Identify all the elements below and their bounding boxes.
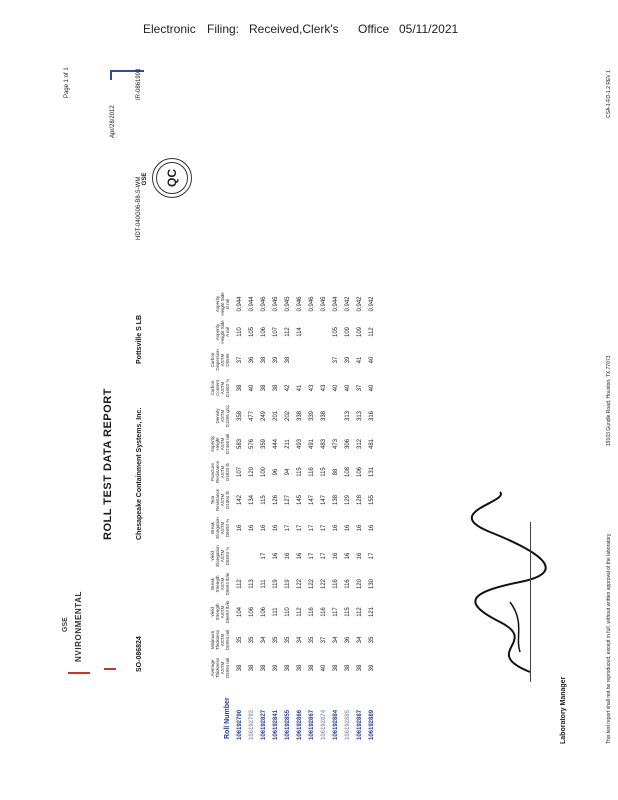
table-header-row bbox=[170, 290, 234, 740]
table-cell: 202 bbox=[285, 411, 291, 422]
table-cell: 109 bbox=[357, 327, 363, 338]
table-cell: 122 bbox=[321, 579, 327, 590]
table-cell: 115 bbox=[261, 495, 267, 505]
table-cell: 0.946 bbox=[309, 296, 315, 312]
table-cell: 40 bbox=[369, 384, 375, 392]
table-cell: 126 bbox=[273, 495, 279, 506]
table-cell: 122 bbox=[309, 579, 315, 590]
report-title: ROLL TEST DATA REPORT bbox=[102, 388, 114, 540]
table-cell: 38 bbox=[297, 664, 303, 672]
table-cell: 38 bbox=[285, 356, 291, 364]
table-cell: 338 bbox=[297, 411, 303, 422]
table-cell: 107 bbox=[237, 467, 243, 478]
column-header: Asperity Height ASTM D7466 mil bbox=[210, 433, 230, 455]
table-row bbox=[366, 290, 378, 740]
table-cell: 38 bbox=[333, 664, 339, 672]
table-cell: 94 bbox=[285, 468, 291, 476]
table-cell: 40 bbox=[369, 356, 375, 364]
location: Pottsville S LB bbox=[136, 314, 143, 364]
table-cell: 17 bbox=[321, 524, 327, 532]
table-cell: 477 bbox=[249, 411, 255, 422]
table-cell: 116 bbox=[309, 607, 315, 617]
table-cell: 38 bbox=[237, 664, 243, 672]
table-cell: 106 bbox=[357, 467, 363, 478]
roll-number-cell: 106192885 bbox=[345, 709, 351, 740]
table-cell: 444 bbox=[273, 439, 279, 450]
table-cell: 0.944 bbox=[249, 296, 255, 312]
table-cell: 38 bbox=[285, 664, 291, 672]
roll-number-cell: 106192887 bbox=[357, 709, 363, 740]
signature-mark bbox=[460, 482, 550, 682]
table-cell: 117 bbox=[333, 607, 339, 617]
reproduction-note: This test report shall not be reproduced, except in full, without written approval of the laboratory bbox=[606, 533, 612, 744]
customer-name: Chesapeake Containment Systems, Inc. bbox=[136, 407, 143, 540]
page-label: Page 1 of 1 bbox=[64, 67, 70, 98]
product-code: HDT-040G06-B8-S-WM bbox=[136, 176, 142, 240]
roll-test-table bbox=[170, 290, 378, 740]
table-cell: 41 bbox=[297, 384, 303, 392]
table-cell: 129 bbox=[345, 495, 351, 506]
roll-number-cell: 106192855 bbox=[285, 709, 291, 740]
table-cell: 104 bbox=[237, 607, 243, 618]
table-cell: 106 bbox=[261, 607, 267, 618]
table-cell: 112 bbox=[357, 607, 363, 617]
table-cell: 37 bbox=[333, 356, 339, 364]
table-cell: 201 bbox=[273, 411, 279, 422]
table-row bbox=[342, 290, 354, 740]
table-cell: 0.942 bbox=[357, 296, 363, 312]
table-cell: 0.944 bbox=[333, 296, 339, 312]
table-cell: 38 bbox=[345, 664, 351, 672]
table-cell: 43 bbox=[321, 384, 327, 392]
table-cell: 16 bbox=[273, 552, 279, 560]
table-cell: 119 bbox=[285, 579, 291, 589]
table-cell: 120 bbox=[357, 579, 363, 590]
table-cell: 338 bbox=[321, 411, 327, 422]
table-cell: 127 bbox=[285, 495, 291, 506]
table-cell: 40 bbox=[249, 384, 255, 392]
table-cell: 17 bbox=[369, 552, 375, 560]
red-mark bbox=[104, 668, 116, 670]
table-cell: 491 bbox=[309, 439, 315, 450]
column-header: Yield Strength ASTM D6693 lb/in bbox=[210, 600, 230, 624]
table-cell: 16 bbox=[261, 524, 267, 532]
table-cell bbox=[234, 542, 246, 570]
roll-number-cell: 106192841 bbox=[273, 709, 279, 740]
table-cell: 115 bbox=[297, 467, 303, 477]
table-cell bbox=[306, 318, 318, 346]
table-cell: 130 bbox=[369, 579, 375, 590]
column-header: Yield Elongation ASTM D6693 % bbox=[210, 545, 230, 567]
table-cell: 115 bbox=[321, 467, 327, 477]
table-cell: 110 bbox=[237, 327, 243, 337]
roll-number-cell: 106192792 bbox=[249, 709, 255, 740]
table-cell: 36 bbox=[249, 356, 255, 364]
table-row bbox=[258, 290, 270, 740]
table-cell: 106 bbox=[249, 607, 255, 618]
table-cell: 306 bbox=[345, 439, 351, 450]
table-cell: 35 bbox=[309, 636, 315, 644]
table-cell: 0.942 bbox=[369, 296, 375, 312]
table-cell bbox=[306, 346, 318, 374]
table-cell: 313 bbox=[357, 411, 363, 422]
table-cell: 576 bbox=[249, 439, 255, 450]
table-row bbox=[246, 290, 258, 740]
column-header: Asperity Height Side A mil bbox=[215, 320, 230, 344]
table-cell bbox=[294, 346, 306, 374]
table-cell: 34 bbox=[333, 636, 339, 644]
lab-manager-label: Laboratory Manager bbox=[560, 676, 567, 744]
table-cell: 0.944 bbox=[237, 296, 243, 312]
filing-word-received: Received,Clerk's bbox=[249, 22, 339, 36]
table-cell: 147 bbox=[309, 495, 315, 506]
table-cell: 131 bbox=[369, 467, 375, 478]
table-cell: 0.945 bbox=[273, 296, 279, 312]
table-cell: 40 bbox=[333, 384, 339, 392]
table-cell: 41 bbox=[357, 356, 363, 364]
table-cell: 37 bbox=[237, 356, 243, 364]
filing-date: 05/11/2021 bbox=[399, 22, 459, 36]
table-row bbox=[354, 290, 366, 740]
table-cell: 116 bbox=[345, 579, 351, 589]
roll-number-cell: 106192866 bbox=[297, 709, 303, 740]
table-cell: 37 bbox=[321, 636, 327, 644]
table-cell: 583 bbox=[237, 439, 243, 450]
column-header: Density ASTM D1505 g/cc bbox=[215, 404, 230, 428]
table-cell bbox=[318, 318, 330, 346]
table-cell: 16 bbox=[333, 524, 339, 532]
column-header: Minimum Thickness ASTM D5994 mil bbox=[210, 629, 230, 651]
table-cell: 155 bbox=[369, 495, 375, 506]
form-code: CSA-1-FO-1.2 REV 1 bbox=[606, 70, 612, 118]
table-row bbox=[330, 290, 342, 740]
table-cell: 483 bbox=[321, 439, 327, 450]
table-cell: 40 bbox=[321, 664, 327, 672]
table-row bbox=[270, 290, 282, 740]
table-cell: 35 bbox=[249, 636, 255, 644]
table-cell: 121 bbox=[369, 607, 375, 618]
table-cell: 110 bbox=[285, 607, 291, 617]
table-cell: 34 bbox=[357, 636, 363, 644]
column-header: Tear Resistance ASTM D1004 lb bbox=[210, 488, 230, 512]
table-cell: 316 bbox=[369, 411, 375, 422]
qc-stamp-top-text: GSE bbox=[142, 172, 148, 186]
table-cell: 35 bbox=[285, 636, 291, 644]
roll-number-cell: 106192874 bbox=[321, 709, 327, 740]
table-cell: 109 bbox=[345, 327, 351, 338]
column-header: Average Thickness ASTM D5994 mil bbox=[210, 657, 230, 679]
table-cell: 106 bbox=[261, 327, 267, 338]
table-cell: 39 bbox=[345, 356, 351, 364]
table-cell: 35 bbox=[369, 636, 375, 644]
table-cell: 35 bbox=[237, 636, 243, 644]
table-cell: 16 bbox=[297, 552, 303, 560]
table-cell: 493 bbox=[297, 439, 303, 450]
table-cell: 0.946 bbox=[297, 296, 303, 312]
table-cell: 35 bbox=[273, 636, 279, 644]
table-cell: 40 bbox=[345, 384, 351, 392]
table-cell: 0.945 bbox=[321, 296, 327, 312]
table-row bbox=[306, 290, 318, 740]
table-cell: 112 bbox=[237, 579, 243, 589]
table-cell: 38 bbox=[261, 356, 267, 364]
table-cell: 114 bbox=[297, 327, 303, 337]
column-header: Carbon Dispersion ASTM D5596 bbox=[210, 349, 230, 371]
table-cell: 116 bbox=[321, 607, 327, 617]
table-cell: 38 bbox=[237, 384, 243, 392]
table-cell: 16 bbox=[345, 524, 351, 532]
table-cell bbox=[330, 402, 342, 430]
table-cell: 38 bbox=[273, 384, 279, 392]
filing-word-electronic: Electronic bbox=[143, 22, 196, 36]
table-cell: 17 bbox=[309, 524, 315, 532]
table-cell: 138 bbox=[333, 495, 339, 506]
table-cell: 38 bbox=[249, 664, 255, 672]
table-cell: 16 bbox=[357, 524, 363, 532]
table-cell: 134 bbox=[249, 495, 255, 506]
table-cell: 16 bbox=[285, 552, 291, 560]
table-cell: 0.942 bbox=[345, 296, 351, 312]
table-cell: 116 bbox=[309, 467, 315, 477]
table-cell: 313 bbox=[345, 411, 351, 422]
qc-stamp bbox=[152, 158, 192, 198]
table-cell: 39 bbox=[273, 664, 279, 672]
table-cell: 38 bbox=[357, 664, 363, 672]
table-cell: 122 bbox=[297, 579, 303, 590]
roll-number-cell: 106192790 bbox=[237, 709, 243, 740]
table-cell bbox=[318, 346, 330, 374]
table-cell: 100 bbox=[261, 467, 267, 478]
lot-number: IR-0861993 bbox=[136, 68, 142, 100]
table-cell: 38 bbox=[261, 664, 267, 672]
table-cell: 112 bbox=[369, 327, 375, 337]
table-cell: 142 bbox=[237, 495, 243, 506]
table-cell: 36 bbox=[345, 636, 351, 644]
table-cell: 38 bbox=[309, 664, 315, 672]
table-cell: 17 bbox=[285, 524, 291, 532]
table-cell: 39 bbox=[369, 664, 375, 672]
table-row bbox=[234, 290, 246, 740]
brand-prefix: GSE bbox=[62, 617, 69, 632]
table-cell: 119 bbox=[273, 579, 279, 589]
table-cell: 111 bbox=[273, 607, 279, 617]
table-cell: 145 bbox=[297, 495, 303, 506]
table-cell: 116 bbox=[333, 579, 339, 589]
column-header: Puncture Resistance ASTM D4833 lb bbox=[210, 460, 230, 484]
table-cell: 0.945 bbox=[285, 296, 291, 312]
table-row bbox=[282, 290, 294, 740]
table-cell: 112 bbox=[285, 327, 291, 337]
table-cell: 42 bbox=[285, 384, 291, 392]
table-cell: 16 bbox=[273, 524, 279, 532]
table-cell: 0.946 bbox=[261, 296, 267, 312]
roll-number-cell: 106192827 bbox=[261, 709, 267, 740]
qc-stamp-text: QC bbox=[165, 169, 179, 187]
red-mark bbox=[68, 672, 90, 674]
table-cell: 39 bbox=[273, 356, 279, 364]
table-cell: 339 bbox=[309, 411, 315, 422]
table-cell bbox=[246, 542, 258, 570]
table-cell: 37 bbox=[357, 384, 363, 392]
roll-number-cell: 106192884 bbox=[333, 709, 339, 740]
table-cell: 358 bbox=[237, 411, 243, 422]
table-cell: 16 bbox=[369, 524, 375, 532]
table-cell: 105 bbox=[333, 327, 339, 338]
table-cell: 111 bbox=[261, 579, 267, 589]
table-cell: 17 bbox=[309, 552, 315, 560]
rotated-report-sheet bbox=[60, 54, 618, 758]
column-header: Break Strength ASTM D6693 lb/in bbox=[210, 572, 230, 596]
table-cell: 128 bbox=[357, 495, 363, 506]
column-header: Asperity Height Side B mil bbox=[215, 292, 230, 316]
table-cell: 120 bbox=[249, 467, 255, 478]
roll-number-cell: 106192867 bbox=[309, 709, 315, 740]
table-cell: 473 bbox=[333, 439, 339, 450]
table-cell: 312 bbox=[357, 439, 363, 450]
column-header: Break Elongation ASTM D6693 % bbox=[210, 517, 230, 539]
table-row bbox=[294, 290, 306, 740]
table-cell: 108 bbox=[345, 467, 351, 478]
lab-address: 19103 Gundle Road, Houston, TX 77073 bbox=[606, 355, 612, 446]
table-cell: 112 bbox=[297, 607, 303, 617]
table-cell: 16 bbox=[333, 552, 339, 560]
brand-name: NVIRONMENTAL bbox=[74, 590, 83, 662]
so-number: SO-086824 bbox=[136, 636, 143, 672]
table-cell: 88 bbox=[333, 468, 339, 476]
filing-header bbox=[0, 22, 618, 38]
table-cell: 16 bbox=[249, 524, 255, 532]
table-cell: 34 bbox=[297, 636, 303, 644]
table-cell: 16 bbox=[345, 552, 351, 560]
table-cell: 43 bbox=[309, 384, 315, 392]
table-cell: 481 bbox=[369, 439, 375, 450]
table-cell: 359 bbox=[261, 439, 267, 450]
table-cell: 105 bbox=[249, 327, 255, 338]
filing-word-filing: Filing: bbox=[207, 22, 240, 36]
table-cell: 34 bbox=[261, 636, 267, 644]
column-header: Carbon Content ASTM D1603 % bbox=[210, 378, 230, 398]
table-cell: 147 bbox=[321, 495, 327, 506]
table-cell: 17 bbox=[321, 552, 327, 560]
column-header: Roll Number bbox=[224, 697, 231, 739]
table-cell: 38 bbox=[261, 384, 267, 392]
signature-line bbox=[530, 522, 531, 682]
table-row bbox=[318, 290, 330, 740]
report-date: Apr/28/2012 bbox=[110, 105, 116, 138]
table-cell: 16 bbox=[237, 524, 243, 532]
roll-number-cell: 106192889 bbox=[369, 709, 375, 740]
table-cell: 17 bbox=[261, 552, 267, 560]
filing-word-office: Office bbox=[358, 22, 390, 36]
table-cell: 211 bbox=[285, 439, 291, 449]
table-cell: 96 bbox=[273, 468, 279, 476]
table-cell: 249 bbox=[261, 411, 267, 422]
table-cell: 113 bbox=[249, 579, 255, 589]
table-cell: 16 bbox=[357, 552, 363, 560]
table-cell: 107 bbox=[273, 327, 279, 338]
table-cell: 17 bbox=[297, 524, 303, 532]
table-cell: 115 bbox=[345, 607, 351, 617]
